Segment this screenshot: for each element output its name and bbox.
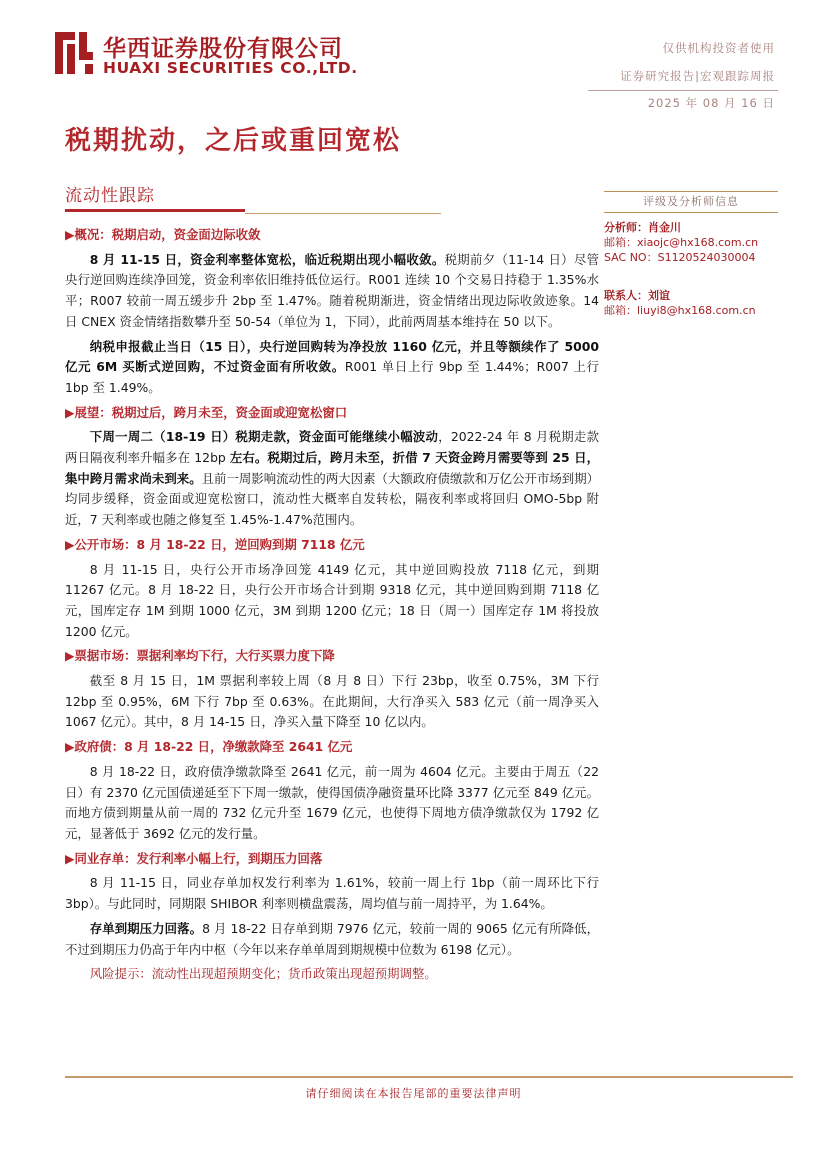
company-name-cn: 华西证券股份有限公司 — [103, 36, 343, 62]
contact-line: 联系人：刘谊 — [604, 289, 670, 302]
report-type: 证券研究报告|宏观跟踪周报 — [620, 69, 775, 83]
analyst-name: 肖金川 — [648, 221, 681, 234]
paragraph: 纳税申报截止当日（15 日），央行逆回购转为净投放 1160 亿元，并且等额续作了 5000 亿元 6M 买断式逆回购，不过资金面有所收敛。R001 单日上行 9bp 至 1.44%；R007 上行 1bp 至 1.49%。 — [65, 338, 599, 395]
section-title: 流动性跟踪 — [65, 186, 155, 206]
contact-email[interactable]: liuyi8@hx168.com.cn — [637, 304, 756, 317]
analyst-email-line: 邮箱：xiaojc@hx168.com.cn — [604, 236, 759, 249]
header-divider — [588, 90, 778, 91]
company-logo-icon — [53, 30, 95, 76]
paragraph: 8 月 18-22 日，政府债净缴款降至 2641 亿元，前一周为 4604 亿元。主要由于周五（22 日）有 2370 亿元国债递延至下下周一缴款，使得国债净融资量环比降 3377 亿元至 849 亿元。而地方债到期量从前一周的 732 亿元升至 1679 亿元，也使得下周地方债净缴款仅为 1792 亿元，显著低于 3692 亿元的发行量。 — [65, 763, 599, 841]
contact-name: 刘谊 — [648, 289, 670, 302]
report-body — [65, 225, 599, 989]
heading-overview: ▶概况：税期启动，资金面边际收敛 — [65, 227, 261, 242]
analyst-line: 分析师：肖金川 — [604, 221, 681, 234]
report-title: 税期扰动，之后或重回宽松 — [65, 126, 402, 156]
audience-note: 仅供机构投资者使用 — [662, 41, 775, 55]
analyst-info-panel — [604, 191, 778, 318]
risk-warning: 风险提示：流动性出现超预期变化；货币政策出现超预期调整。 — [89, 966, 437, 982]
footer-divider — [65, 1076, 793, 1078]
section-underline-thin — [245, 213, 441, 214]
paragraph: 8 月 11-15 日，央行公开市场净回笼 4149 亿元，其中逆回购投放 7118 亿元，到期 11267 亿元。8 月 18-22 日，央行公开市场合计到期 9318 亿元，其中逆回购到期 7118 亿元，国库定存 1M 到期 1000 亿元，3M 到期 1200 亿元；18 日（周一）国库定存 1M 将投放 1200 亿元。 — [65, 561, 599, 639]
company-name-en: HUAXI SECURITIES CO.,LTD. — [103, 59, 358, 77]
legal-notice: 请仔细阅读在本报告尾部的重要法律声明 — [305, 1087, 522, 1100]
paragraph: 8 月 11-15 日，同业存单加权发行利率为 1.61%，较前一周上行 1bp（前一周环比下行 3bp）。与此同时，同期限 SHIBOR 利率则横盘震荡，周均值与前一周持平，为 1.64%。 — [65, 875, 599, 912]
heading-open-market: ▶公开市场：8 月 18-22 日，逆回购到期 7118 亿元 — [65, 536, 365, 552]
paragraph: 存单到期压力回落。8 月 18-22 日存单到期 7976 亿元，较前一周的 9065 亿元有所降低，不过到期压力仍高于年内中枢（今年以来存单单周到期规模中位数为 6198 亿元）。 — [65, 920, 600, 957]
heading-bill-market: ▶票据市场：票据利率均下行，大行买票力度下降 — [65, 648, 335, 664]
paragraph: 8 月 11-15 日，资金利率整体宽松，临近税期出现小幅收敛。税期前夕（11-14 日）尽管央行逆回购连续净回笼，资金利率依旧维持低位运行。R001 连续 10 个交易日持稳于 1.35%水平；R007 较前一周五缓步升 2bp 至 1.47%。随着税期渐进，资金情绪出现边际收敛迹象。14 日 CNEX 资金情绪指数攀升至 50-54（单位为 1，下同），此前两周基本维持在 50 以下。 — [65, 251, 599, 329]
heading-outlook: ▶展望：税期过后，跨月未至，资金面或迎宽松窗口 — [65, 404, 348, 420]
analyst-sac: SAC NO：S1120524030004 — [604, 251, 756, 264]
paragraph: 截至 8 月 15 日，1M 票据利率较上周（8 月 8 日）下行 23bp，收至 0.75%，3M 下行 12bp 至 0.95%，6M 下行 7bp 至 0.63%。在此期间，大行净买入 583 亿元（前一周净买入 1067 亿元）。其中，8 月 14-15 日，净买入量下降至 10 亿以内。 — [65, 673, 599, 730]
section-underline — [65, 209, 245, 212]
contact-email-line: 邮箱：liuyi8@hx168.com.cn — [604, 304, 756, 317]
heading-ncd: ▶同业存单：发行利率小幅上行，到期压力回落 — [65, 850, 323, 866]
report-date: 2025 年 08 月 16 日 — [647, 96, 775, 110]
analyst-email[interactable]: xiaojc@hx168.com.cn — [637, 236, 759, 249]
analyst-panel-heading: 评级及分析师信息 — [604, 191, 778, 213]
paragraph: 下周一周二（18-19 日）税期走款，资金面可能继续小幅波动，2022-24 年 8 月税期走款两日隔夜利率升幅多在 12bp 左右。税期过后，跨月未至，折借 7 天资金跨月需要等到 25 日，集中跨月需求尚未到来。且前一周影响流动性的两大因素（大额政府债缴款和万亿公开市场到期）均同步缓释，资金面或迎宽松窗口，流动性大概率自发转松，隔夜利率或将回归 OMO-5bp 附近，7 天利率或也随之修复至 1.45%-1.47%范围内。 — [65, 429, 600, 528]
heading-gov-bonds: ▶政府债：8 月 18-22 日，净缴款降至 2641 亿元 — [65, 739, 353, 755]
